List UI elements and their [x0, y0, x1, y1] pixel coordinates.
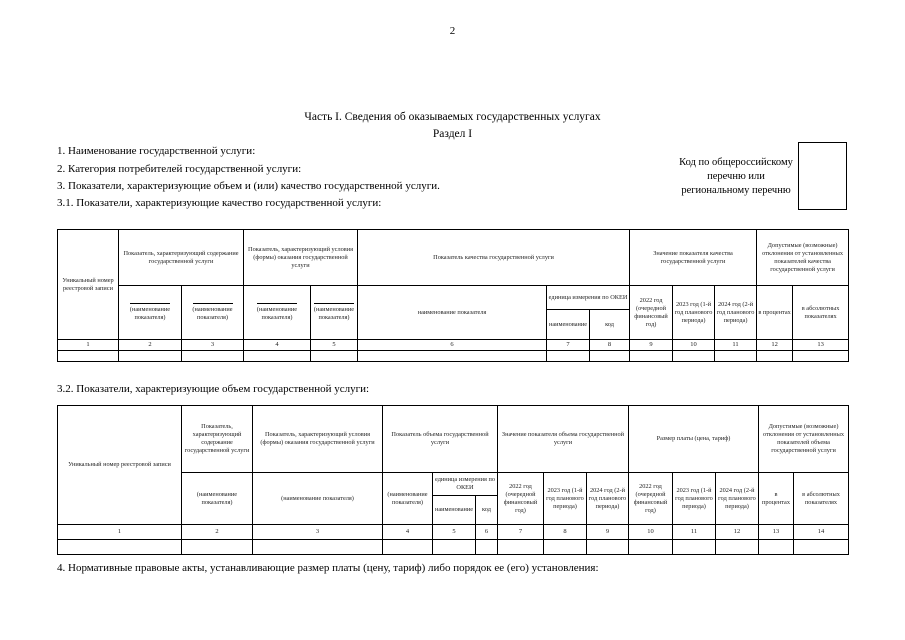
t1-sub-name-4: (наименование показателя) [311, 286, 358, 340]
t1-dev-pct: в процентах [757, 286, 793, 340]
t1-h-reg: Уникальный номер реестровой записи [58, 230, 119, 340]
t1-sub-unit: единица измерения по ОКЕИ [547, 286, 630, 310]
t1-h-cond: Показатель, характеризующий условия (формы) оказания государственной услуги [244, 230, 358, 286]
item-volume-indicators: 3.2. Показатели, характеризующие объем государственной услуги: [57, 383, 370, 395]
t2-h-reg: Уникальный номер реестровой записи [58, 406, 182, 525]
item-quality-indicators: 3.1. Показатели, характеризующие качество государственной услуги: [57, 197, 382, 209]
t2-empty-row[interactable] [58, 540, 849, 555]
t2-sub-name-3: (наименование показателя) [383, 473, 433, 525]
t1-sub-name-1: (наименование показателя) [119, 286, 182, 340]
t1-h-value: Значение показателя качества государственной услуги [630, 230, 757, 286]
t1-sub-quality-name: наименование показателя [358, 286, 547, 340]
t2-h-content: Показатель, характеризующий содержание государственной услуги [182, 406, 253, 473]
t2-dev-pct: в процентах [759, 473, 794, 525]
volume-indicators-table [57, 405, 849, 555]
item-service-name: 1. Наименование государственной услуги: [57, 145, 256, 157]
t2-sub-name-2: (наименование показателя) [253, 473, 383, 525]
t1-number-row: 1 2 3 4 5 6 7 8 9 10 11 12 13 [58, 340, 849, 351]
section-title: Раздел I [432, 128, 473, 140]
t1-empty-row[interactable] [58, 351, 849, 362]
item-indicators: 3. Показатели, характеризующие объем и (или) качество государственной услуги. [57, 180, 440, 192]
t2-h-fee: Размер платы (цена, тариф) [629, 406, 759, 473]
t2-sub-unit-name: наименование [433, 496, 476, 525]
t1-h-content: Показатель, характеризующий содержание государственной услуги [119, 230, 244, 286]
t1-y2024: 2024 год (2-й год планового периода) [715, 286, 757, 340]
t2-y2023-val: 2023 год (1-й год планового периода) [544, 473, 587, 525]
t1-y2022: 2022 год (очередной финансовый год) [630, 286, 673, 340]
t1-sub-name-3: (наименование показателя) [244, 286, 311, 340]
t1-sub-unit-name: наименование [547, 310, 590, 340]
t2-h-dev: Допустимые (возможные) отклонения от установленных показателей объема государственной услуги [759, 406, 849, 473]
item-consumer-category: 2. Категория потребителей государственной услуги: [57, 163, 302, 175]
part-title: Часть I. Сведения об оказываемых государственных услугах [304, 111, 601, 123]
page-number: 2 [449, 25, 456, 37]
t2-number-row: 1 2 3 4 5 6 7 8 9 10 11 12 13 14 [58, 525, 849, 540]
t2-sub-name-1: (наименование показателя) [182, 473, 253, 525]
t2-y2024-val: 2024 год (2-й год планового периода) [587, 473, 629, 525]
t1-sub-name-2: (наименование показателя) [182, 286, 244, 340]
t2-h-cond: Показатель, характеризующий условия (формы) оказания государственной услуги [253, 406, 383, 473]
t2-y2024-fee: 2024 год (2-й год планового периода) [716, 473, 759, 525]
quality-indicators-table [57, 229, 849, 362]
t2-h-value: Значение показателя объема государственной услуги [498, 406, 629, 473]
t1-sub-code: код [590, 310, 630, 340]
t2-y2022-fee: 2022 год (очередной финансовый год) [629, 473, 673, 525]
t2-dev-abs: в абсолютных показателях [794, 473, 849, 525]
item-normative-acts: 4. Нормативные правовые акты, устанавливающие размер платы (цену, тариф) либо порядок ее (его) установления: [57, 562, 599, 574]
t2-y2023-fee: 2023 год (1-й год планового периода) [673, 473, 716, 525]
t1-h-quality: Показатель качества государственной услуги [358, 230, 630, 286]
t2-h-volume: Показатель объема государственной услуги [383, 406, 498, 473]
t1-dev-abs: в абсолютных показателях [793, 286, 849, 340]
t1-h-dev: Допустимые (возможные) отклонения от установленных показателей качества государственной услуги [757, 230, 849, 286]
code-label: Код по общероссийскому перечню или региональному перечню [679, 157, 793, 196]
code-input-box[interactable] [798, 142, 847, 210]
t2-sub-code: код [476, 496, 498, 525]
t2-sub-unit: единица измерения по ОКЕИ [433, 473, 498, 496]
t1-y2023: 2023 год (1-й год планового периода) [673, 286, 715, 340]
t2-y2022-val: 2022 год (очередной финансовый год) [498, 473, 544, 525]
